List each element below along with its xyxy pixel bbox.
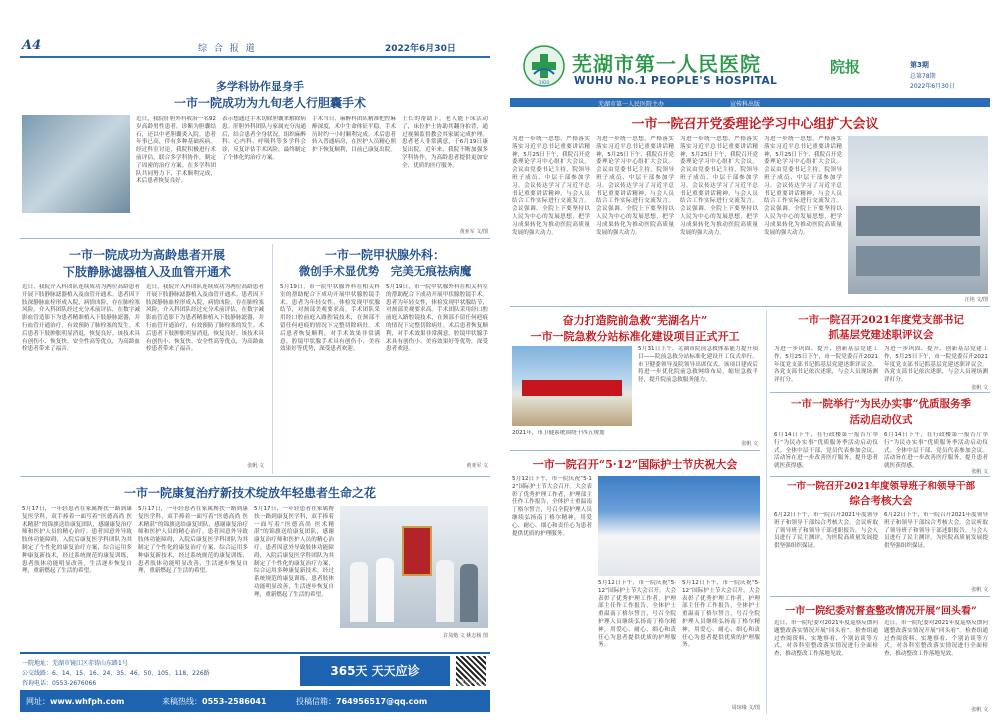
- art-d-title2: 活动启动仪式: [849, 414, 913, 426]
- masthead-editor: 宣传科出版: [730, 101, 761, 108]
- footer-bus-lines: 6、14、15、16、24、35、46、50、105、118、226路: [52, 670, 210, 677]
- art-e-col1: 6月22日下午，市一院召开2021年度领导班子和领导干部综合考核大会。会议听取了领导班子和领导干部述职报告，与会人员进行了民主测评，为医院高质量发展提供坚强组织保证。: [774, 512, 878, 550]
- article4-credit: 许凤勉 文 姚志杨 图: [443, 633, 488, 639]
- footer-phone: [22, 678, 96, 687]
- article1-title2: 一市一院成功为九旬老人行胆囊手术: [173, 96, 366, 110]
- right-divider-1: [510, 306, 990, 307]
- article3-col2: 5月19日，市一院甲状腺外科在相关科室的帮助配合下成功开展甲状腺腔镜手术。患者为年轻女性，体检发现甲状腺结节，对颈部美观要求高。手术团队采用经口腔前庭入路腔镜技术，在颈部不留任何疤痕的情况下完整切除病灶。术后患者恢复顺利，对手术效果非常满意。腔镜甲状腺手术具有创伤小、美容效果好等优势，深受患者欢迎。: [386, 284, 488, 353]
- art-e-title2: 综合考核大会: [849, 495, 913, 507]
- article2-title1: 一市一院成功为高龄患者开展: [68, 248, 225, 262]
- issue-number: 第3期: [910, 61, 929, 69]
- art-d-col1: 6月14日下午，在行政楼第一报告厅举行“为民办实事”优质服务季活动启动仪式。全体中层干部、党员代表参加会议。活动旨在进一步改善医疗服务，提升患者就医获得感。: [774, 432, 878, 470]
- art-d-col2: 6月14日下午，在行政楼第一报告厅举行“为民办实事”优质服务季活动启动仪式。全体中层干部、党员代表参加会议。活动旨在进一步改善医疗服务，提升患者就医获得感。: [884, 432, 988, 470]
- page-date: 2022年6月30日: [385, 44, 456, 54]
- art-c-col1: 为进一步巩固、提升、创新基层党建工作，5月25日下午，市一院党委召开2021年度党支部书记抓基层党建述职评议会。各党支部书记依次述职，与会人员现场测评打分。: [774, 346, 878, 384]
- article3-title2: 微创手术显优势 完美无痕祛病魔: [298, 264, 472, 278]
- article3-title1: 一市一院甲状腺外科：: [324, 248, 445, 262]
- footer-slogan: 365天 天天应诊: [300, 656, 450, 686]
- lead-col1: 为进一步统一思想，严格落实落实习近平总书记重要讲话精神，5月25日下午，我院召开党委理论学习中心组扩大会议。会议由党委书记主持，院领导班子成员、中层干部参加学习。会议传达学习了习近平总书记重要讲话精神，与会人员结合工作实际进行交流发言。会议强调，全院上下要坚持以人民为中心的发展思想，把学习成果转化为推动医院高质量发展的强大动力。: [512, 136, 590, 236]
- art-b-credit: 周琼缘 文/图: [731, 705, 760, 711]
- art-b-photo: [598, 476, 760, 576]
- art-f-col1: 近日，市一院纪委对2021年度巡察反馈问题整改落实情况开展“回头看”。检查组通过查阅资料、实地察看、个别访谈等方式，对各科室整改落实情况进行全面检查，推动整改工作落地见效。: [774, 620, 878, 658]
- art-f-col2: 近日，市一院纪委对2021年度巡察反馈问题整改落实情况开展“回头看”。检查组通过查阅资料、实地察看、个别访谈等方式，对各科室整改落实情况进行全面检查，推动整改工作落地见效。: [884, 620, 988, 658]
- art-d-credit: 张帆 文: [971, 469, 988, 475]
- article4-col1: 5月17日，一年轻患者在家属搀扶一路到康复医学科，双手捧着一面写着“医德高尚 医术精湛”的锦旗送给康复团队，感谢康复治疗师和医护人员的精心治疗。患者因意外导致肢体功能障碍，入院后康复医学科团队为其制定了个性化的康复治疗方案，综合运用多种康复新技术，经过系统规范的康复训练，患者肢体功能明显改善，生活逐步恢复自理，重新燃起了生活的希望。: [22, 506, 132, 575]
- art-b-col2: 5月12日下午，市一院庆祝“5·12”国际护士节大会召开。大会表彰了优秀护理工作者，护理部主任作工作报告，全体护士重温南丁格尔誓言，号召全院护理人员继续弘扬南丁格尔精神，用爱心、耐心、细心和责任心为患者提供优质的护理服务。: [598, 580, 676, 649]
- footer-contact: 来稿热线：0553-2586041: [162, 697, 267, 706]
- footer-phone-value: 0553-2676066: [52, 680, 97, 687]
- art-c-credit: 张帆 文: [971, 385, 988, 391]
- article4-photo: [340, 506, 488, 628]
- art-e-col2: 6月22日下午，市一院召开2021年度领导班子和领导干部综合考核大会。会议听取了领导班子和领导干部述职报告，与会人员进行了民主测评，为医院高质量发展提供坚强组织保证。: [884, 512, 988, 550]
- article1-title1: 多学科协作显身手: [216, 80, 304, 93]
- art-c-col2: 为进一步巩固、提升、创新基层党建工作，5月25日下午，市一院党委召开2021年度党支部书记抓基层党建述职评议会。各党支部书记依次述职，与会人员现场测评打分。: [884, 346, 988, 384]
- website-link[interactable]: www.whfph.com: [50, 697, 125, 706]
- art-a-credit: 张帆 文: [741, 441, 758, 447]
- art-a-title1: 奋力打造院前急救“芜湖名片”: [562, 314, 708, 327]
- article2-col1: 近日，我院介入科团队连续成功为两位高龄患者开展下肢静脉滤器植入及血管开通术。患者因下肢深静脉血栓形成入院，病情凶险，存在肺栓塞风险。介入科团队经过充分术前评估，在数字减影血管造影下为患者精准植入下肢静脉滤器，并行血管开通治疗，有效预防了肺栓塞的发生。术后患者下肢肿胀明显消退，恢复良好。该技术具有创伤小、恢复快、安全性高等优点，为高龄血栓患者带来了福音。: [22, 284, 140, 353]
- article1-photo: [22, 115, 130, 213]
- art-c-title1: 一市一院召开2021年度党支部书记: [798, 314, 964, 326]
- hospital-name-en: WUHU No.1 PEOPLE'S HOSPITAL: [574, 75, 778, 87]
- article4-col3: 5月17日，一年轻患者在家属搀扶一路到康复医学科，双手捧着一面写着“医德高尚 医术精湛”的锦旗送给康复团队，感谢康复治疗师和医护人员的精心治疗。患者因意外导致肢体功能障碍，入院后康复医学科团队为其制定了个性化的康复治疗方案，综合运用多种康复新技术，经过系统规范的康复训练，患者肢体功能明显改善，生活逐步恢复自理，重新燃起了生活的希望。: [254, 506, 334, 598]
- lead-col4: 为进一步统一思想，严格落实落实习近平总书记重要讲话精神，5月25日下午，我院召开党委理论学习中心组扩大会议。会议由党委书记主持，院领导班子成员、中层干部参加学习。会议传达学习了习近平总书记重要讲话精神，与会人员结合工作实际进行交流发言。会议强调，全院上下要坚持以人民为中心的发展思想，把学习成果转化为推动医院高质量发展的强大动力。: [764, 136, 842, 236]
- article1-col4: 士长的帮助下，老人能下床活动了，床位护士协助其翻身拍背，通过视频监督教会其家属完成护理。患者老人非常满意，于6月19日康复出院。近年来，我院不断加强多学科协作，为高龄患者提供更加安全、优质的医疗服务。: [402, 116, 488, 169]
- email-link[interactable]: 764956517@qq.com: [336, 697, 428, 706]
- article4-title: 一市一院康复治疗新技术绽放年轻患者生命之花: [123, 486, 376, 500]
- divider-v: [272, 244, 273, 474]
- header-rule: [20, 56, 490, 58]
- article4-col2: 5月17日，一年轻患者在家属搀扶一路到康复医学科，双手捧着一面写着“医德高尚 医术精湛”的锦旗送给康复团队，感谢康复治疗师和医护人员的精心治疗。患者因意外导致肢体功能障碍，入院后康复医学科团队为其制定了个性化的康复治疗方案，综合运用多种康复新技术，经过系统规范的康复训练，患者肢体功能明显改善，生活逐步恢复自理，重新燃起了生活的希望。: [138, 506, 248, 575]
- hospital-name-cn: 芜湖市第一人民医院: [572, 52, 761, 76]
- issue-date: 2022年6月30日: [910, 83, 955, 90]
- section-name: 综 合 报 道: [198, 44, 257, 54]
- lead-credit: 汪艳 文/图: [964, 297, 988, 303]
- art-f-title: 一市一院纪委对督查整改情况开展“回头看”: [785, 606, 977, 617]
- art-e-credit: 张帆 文: [971, 587, 988, 593]
- article3-credit: 黄亚军 文: [466, 463, 488, 469]
- lead-col3: 为进一步统一思想，严格落实落实习近平总书记重要讲话精神，5月25日下午，我院召开党委理论学习中心组扩大会议。会议由党委书记主持，院领导班子成员、中层干部参加学习。会议传达学习了习近平总书记重要讲话精神，与会人员结合工作实际进行交流发言。会议强调，全院上下要坚持以人民为中心的发展思想，把学习成果转化为推动医院高质量发展的强大动力。: [680, 136, 758, 236]
- art-b-col1: 5月12日下午，市一院庆祝“5·12”国际护士节大会召开。大会表彰了优秀护理工作者，护理部主任作工作报告，全体护士重温南丁格尔誓言，号召全院护理人员继续弘扬南丁格尔精神，用爱心、耐心、细心和责任心为患者提供优质的护理服务。: [512, 476, 592, 537]
- art-d-title1: 一市一院举行“为民办实事”优质服务季: [790, 398, 972, 410]
- lead-col2: 为进一步统一思想，严格落实落实习近平总书记重要讲话精神，5月25日下午，我院召开党委理论学习中心组扩大会议。会议由党委书记主持，院领导班子成员、中层干部参加学习。会议传达学习了习近平总书记重要讲话精神，与会人员结合工作实际进行交流发言。会议强调，全院上下要坚持以人民为中心的发展思想，把学习成果转化为推动医院高质量发展的强大动力。: [596, 136, 674, 236]
- footer-address: 一院地址：芜湖市镜江区赤铸山东路1号: [22, 660, 128, 667]
- divider-1: [20, 238, 490, 239]
- art-f-credit: 张帆 文: [971, 707, 988, 713]
- article1-col3: 手术当日，麻醉科团队精准把控麻醉深度，术中生命体征平稳，手术历时约一小时顺利完成。术后患者转入普通病房，在医护人员精心照护下恢复顺利，目前已康复出院。: [312, 116, 396, 154]
- art-a-photo: [512, 346, 632, 426]
- footer-website: 网址：www.whfph.com: [26, 697, 125, 706]
- art-a-footnote: 2021年，市卫健系统围绕十四五规划: [512, 430, 605, 436]
- footer-wechat: 微信公众号 芜湖市第一人民医院: [450, 680, 492, 690]
- art-a-title2: 一市一院急救分站标准化建设项目正式开工: [530, 330, 740, 343]
- footer-phone-label: 咨询电话：: [22, 680, 53, 687]
- article2-title2: 下肢静脉滤器植入及血管开通术: [62, 265, 231, 279]
- art-b-title: 一市一院召开“5·12”国际护士节庆祝大会: [532, 458, 738, 471]
- article1-col1: 近日，我院肝胆外科收治一名92岁高龄男性患者，诊断为胆囊结石，还以中老胆囊炎入院。患者年事已高，伴有多种基础疾病。经过科室讨论，我院积极进行术前评估，联合多学科协作，制定了周密的治疗方案。在多学科团队共同努力下，手术顺利完成，术后患者恢复良好。: [136, 116, 216, 185]
- divider-2: [20, 476, 490, 477]
- footer-email: 投稿信箱：764956517@qq.com: [296, 697, 428, 706]
- page-front: [500, 0, 1000, 723]
- footer-bus-label: 公交线路：: [22, 670, 53, 677]
- footer-bus: [22, 668, 210, 677]
- masthead-sponsor: 芜湖市第一人民医院主办: [598, 101, 665, 108]
- article1-credit: 黄亚军 文/图: [459, 229, 488, 235]
- art-b-col3: 5月12日下午，市一院庆祝“5·12”国际护士节大会召开。大会表彰了优秀护理工作者，护理部主任作工作报告，全体护士重温南丁格尔誓言，号召全院护理人员继续弘扬南丁格尔精神，用爱心、耐心、细心和责任心为患者提供优质的护理服务。: [682, 580, 760, 649]
- article1-col2: 表示想通过手术切除胆囊来解除病患。肝胆外科团队与家属充分沟通后，结合患者全身状况，组织麻醉科、心内科、呼吸科等多学科会诊，反复评估手术风险，最终制定了个体化的治疗方案。: [222, 116, 306, 161]
- banner-shape: [402, 526, 432, 576]
- article2-col2: 近日，我院介入科团队连续成功为两位高龄患者开展下肢静脉滤器植入及血管开通术。患者因下肢深静脉血栓形成入院，病情凶险，存在肺栓塞风险。介入科团队经过充分术前评估，在数字减影血管造影下为患者精准植入下肢静脉滤器，并行血管开通治疗，有效预防了肺栓塞的发生。术后患者下肢肿胀明显消退，恢复良好。该技术具有创伤小、恢复快、安全性高等优点，为高龄血栓患者带来了福音。: [146, 284, 264, 353]
- art-e-title1: 一市一院召开2021年度领导班子和领导干部: [787, 481, 975, 492]
- article3-col1: 5月19日，市一院甲状腺外科在相关科室的帮助配合下成功开展甲状腺腔镜手术。患者为年轻女性，体检发现甲状腺结节，对颈部美观要求高。手术团队采用经口腔前庭入路腔镜技术，在颈部不留任何疤痕的情况下完整切除病灶。术后患者恢复顺利，对手术效果非常满意。腔镜甲状腺手术具有创伤小、美容效果好等优势，深受患者欢迎。: [280, 284, 380, 353]
- art-a-text: 5月31日上午，芜湖市院前急救体系能力提升项目——院前急救分站标准化建设开工仪式举行。市卫健委领导及院领导出席仪式。该项目建成后将进一步优化院前急救网络布局，缩短急救半径，提升院前急救服务能力。: [638, 346, 758, 384]
- page-number: A4: [22, 38, 42, 53]
- total-issue: 总第78期: [910, 73, 936, 80]
- lead-photo: [848, 136, 988, 294]
- lead-title: 一市一院召开党委理论学习中心组扩大会议: [631, 117, 879, 132]
- article2-credit: 张帆 文: [247, 463, 264, 469]
- hospital-logo-icon: 1920: [522, 44, 566, 88]
- paper-name: 院报: [830, 58, 861, 76]
- art-c-title2: 抓基层党建述职评议会: [828, 329, 934, 341]
